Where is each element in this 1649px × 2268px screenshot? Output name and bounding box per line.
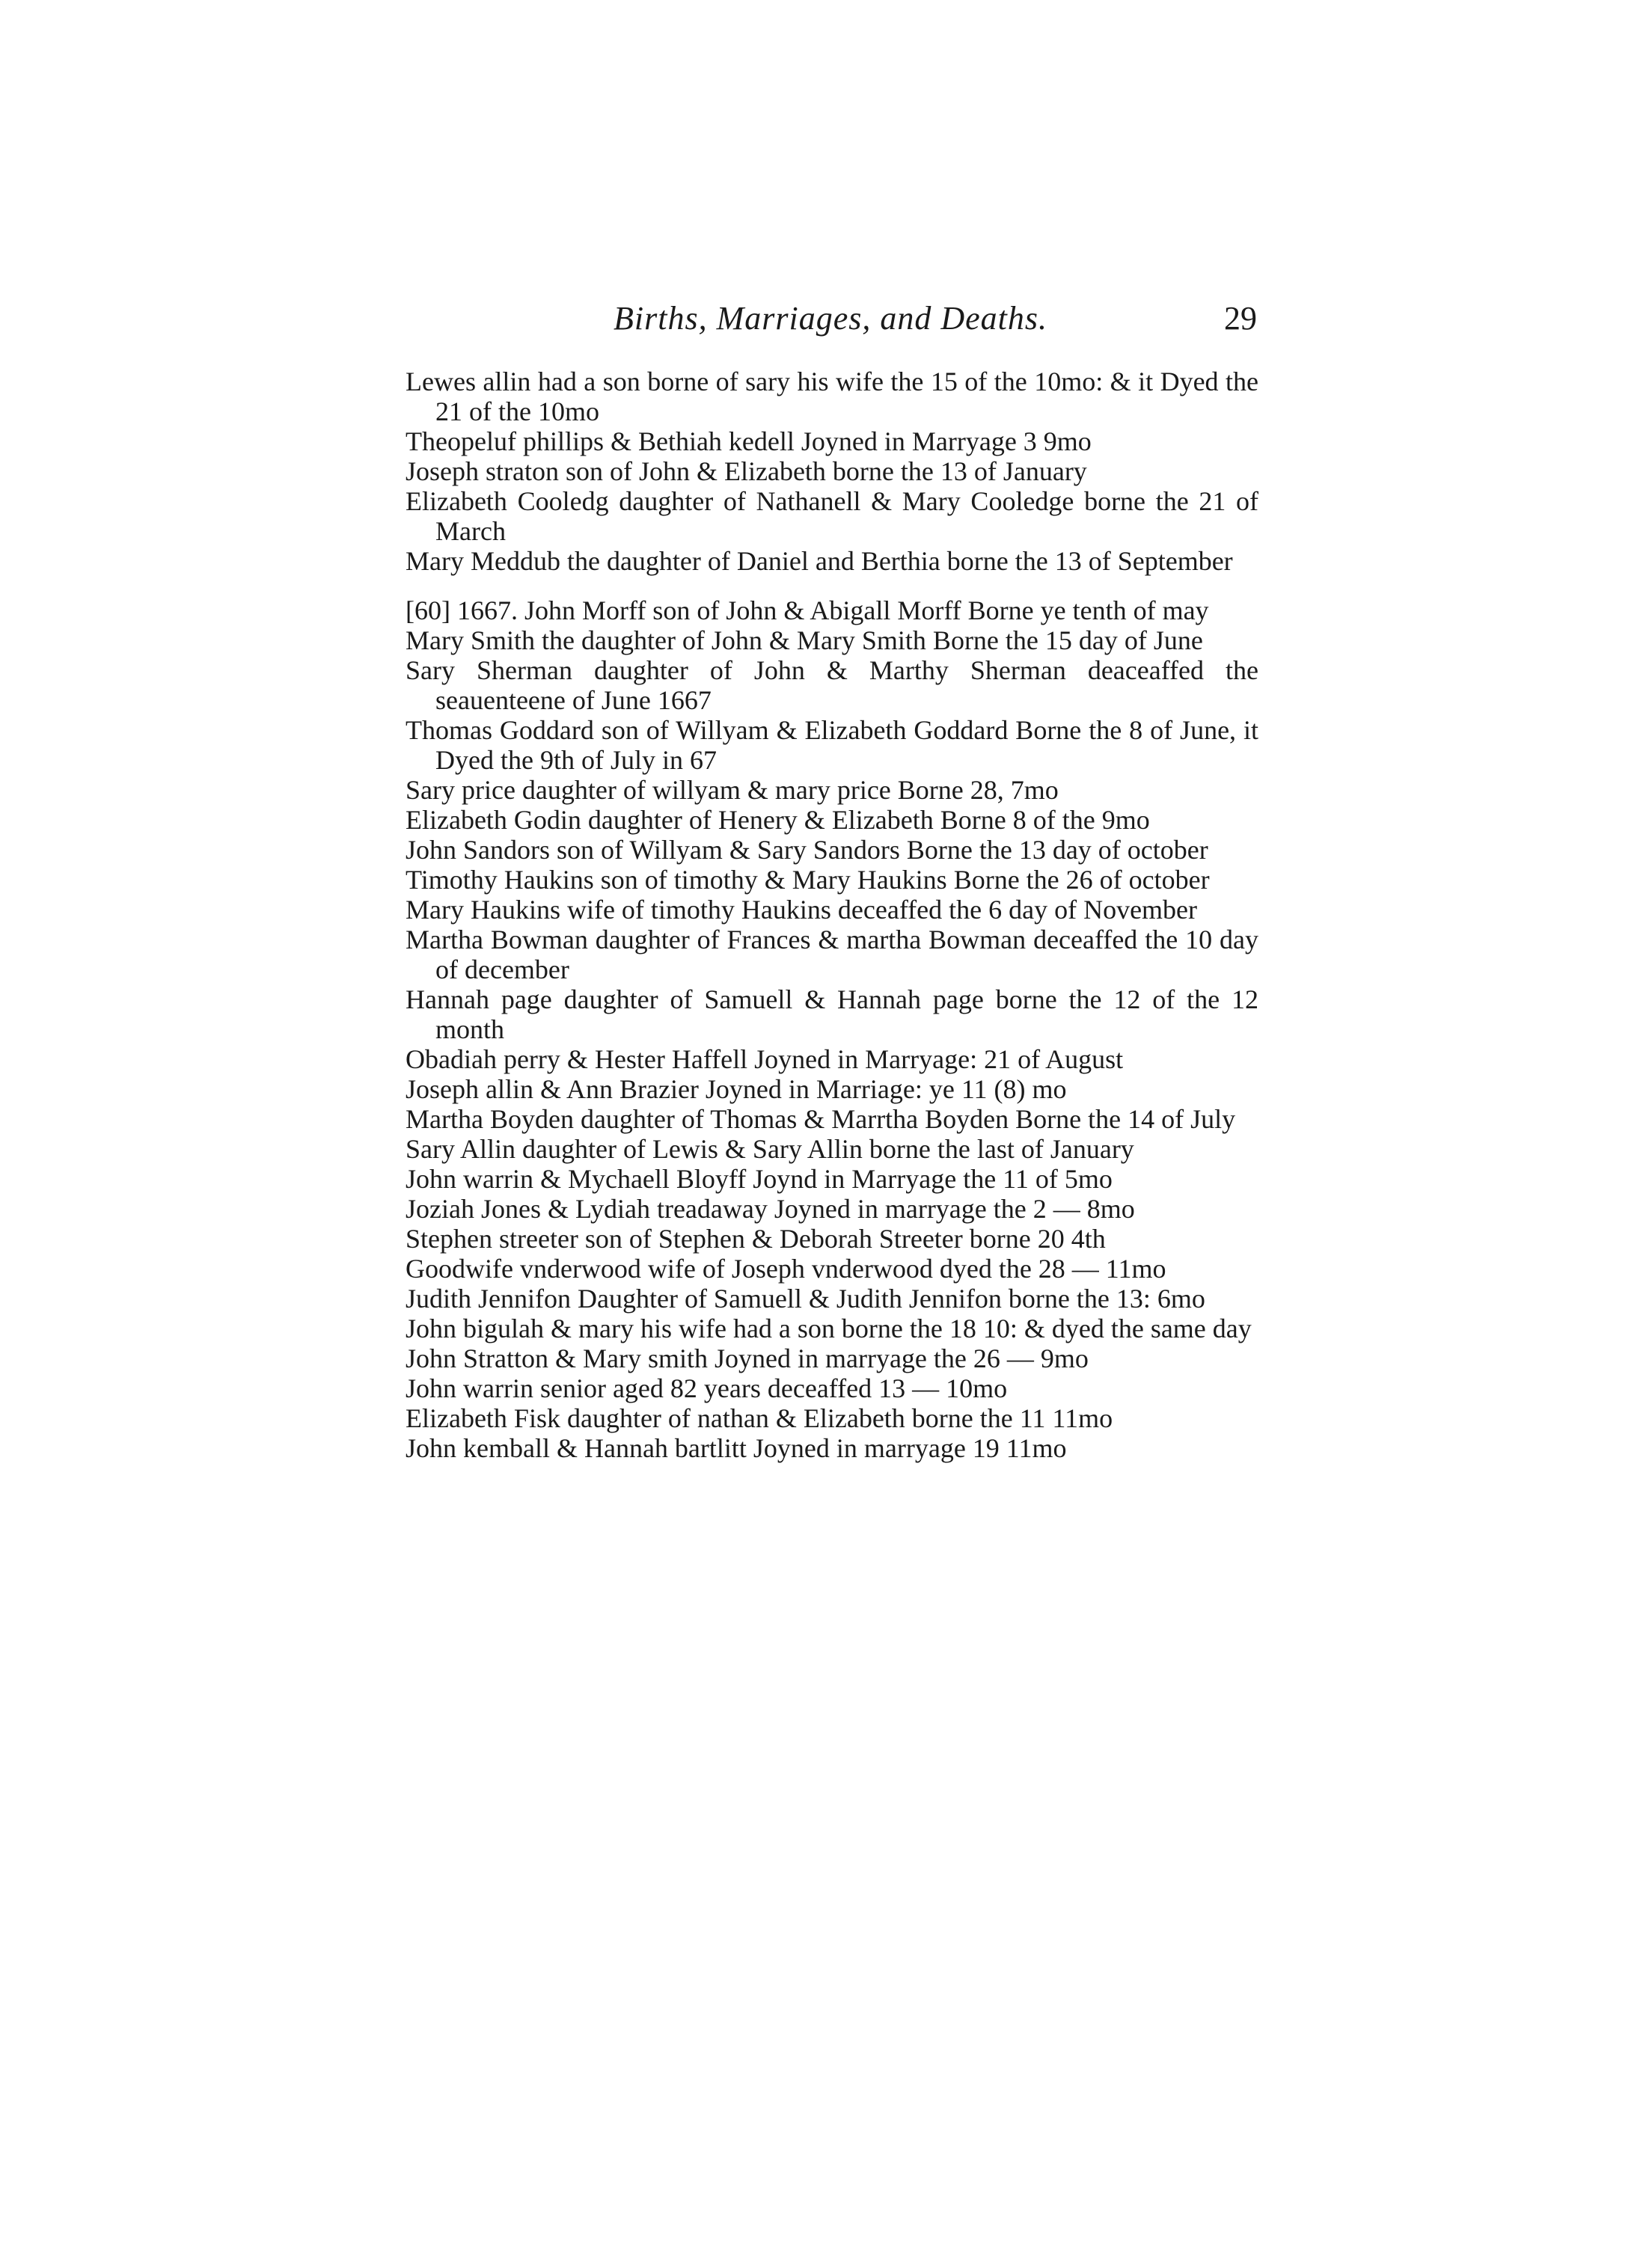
record-entry: Sary Allin daughter of Lewis & Sary Allin borne the last of January: [406, 1134, 1134, 1164]
record-entry: John bigulah & mary his wife had a son borne the 18 10: & dyed the same day: [406, 1314, 1252, 1343]
record-entry: Goodwife vnderwood wife of Joseph vnderwood dyed the 28 — 11mo: [406, 1254, 1166, 1284]
record-entry: John Stratton & Mary smith Joyned in marryage the 26 — 9mo: [406, 1343, 1089, 1373]
record-entry: John kemball & Hannah bartlitt Joyned in marryage 19 11mo: [406, 1433, 1067, 1463]
page-number: 29: [1224, 300, 1257, 337]
record-entry: Stephen streeter son of Stephen & Deborah Streeter borne 20 4th: [406, 1224, 1106, 1254]
record-entry: Joseph allin & Ann Brazier Joyned in Marriage: ye 11 (8) mo: [406, 1074, 1067, 1104]
record-entry: Theopeluf phillips & Bethiah kedell Joyned in Marryage 3 9mo: [406, 426, 1092, 456]
record-entry: Martha Boyden daughter of Thomas & Marrtha Boyden Borne the 14 of July: [406, 1104, 1236, 1134]
record-entry: Sary price daughter of willyam & mary price Borne 28, 7mo: [406, 775, 1059, 805]
record-entry: Elizabeth Fisk daughter of nathan & Elizabeth borne the 11 11mo: [406, 1403, 1113, 1433]
record-entry: Lewes allin had a son borne of sary his wife the 15 of the 10mo: & it Dyed the 21 of the 10mo: [406, 367, 1258, 426]
record-entry: Mary Smith the daughter of John & Mary Smith Borne the 15 day of June: [406, 625, 1203, 655]
record-entry: Joziah Jones & Lydiah treadaway Joyned in marryage the 2 — 8mo: [406, 1194, 1135, 1224]
record-entry: Mary Meddub the daughter of Daniel and Berthia borne the 13 of September: [406, 546, 1233, 576]
record-entry: Timothy Haukins son of timothy & Mary Haukins Borne the 26 of october: [406, 865, 1210, 895]
record-entry: Judith Jennifon Daughter of Samuell & Judith Jennifon borne the 13: 6mo: [406, 1284, 1205, 1314]
record-entry: Hannah page daughter of Samuell & Hannah page borne the 12 of the 12 month: [406, 984, 1258, 1044]
running-title: Births, Marriages, and Deaths.: [614, 300, 1047, 337]
record-entry: John Sandors son of Willyam & Sary Sandors Borne the 13 day of october: [406, 835, 1208, 865]
record-entry: Thomas Goddard son of Willyam & Elizabeth Goddard Borne the 8 of June, it Dyed the 9th of July in 67: [406, 715, 1258, 775]
record-entry: Joseph straton son of John & Elizabeth borne the 13 of January: [406, 456, 1087, 486]
record-entry: Elizabeth Cooledg daughter of Nathanell & Mary Cooledge borne the 21 of March: [406, 486, 1258, 546]
record-entry: Elizabeth Godin daughter of Henery & Elizabeth Borne 8 of the 9mo: [406, 805, 1150, 835]
record-entry: Obadiah perry & Hester Haffell Joyned in Marryage: 21 of August: [406, 1044, 1124, 1074]
page-header: [569, 296, 1264, 341]
record-entry: Sary Sherman daughter of John & Marthy Sherman deaceaffed the seauenteene of June 1667: [406, 655, 1258, 715]
record-entry: John warrin senior aged 82 years deceaffed 13 — 10mo: [406, 1373, 1008, 1403]
record-entry: Mary Haukins wife of timothy Haukins deceaffed the 6 day of November: [406, 895, 1198, 925]
record-entry: [60] 1667. John Morff son of John & Abigall Morff Borne ye tenth of may: [406, 595, 1209, 625]
record-entries: [406, 367, 1258, 1463]
record-entry: Martha Bowman daughter of Frances & martha Bowman deceaffed the 10 day of december: [406, 925, 1258, 984]
record-entry: John warrin & Mychaell Bloyff Joynd in Marryage the 11 of 5mo: [406, 1164, 1113, 1194]
